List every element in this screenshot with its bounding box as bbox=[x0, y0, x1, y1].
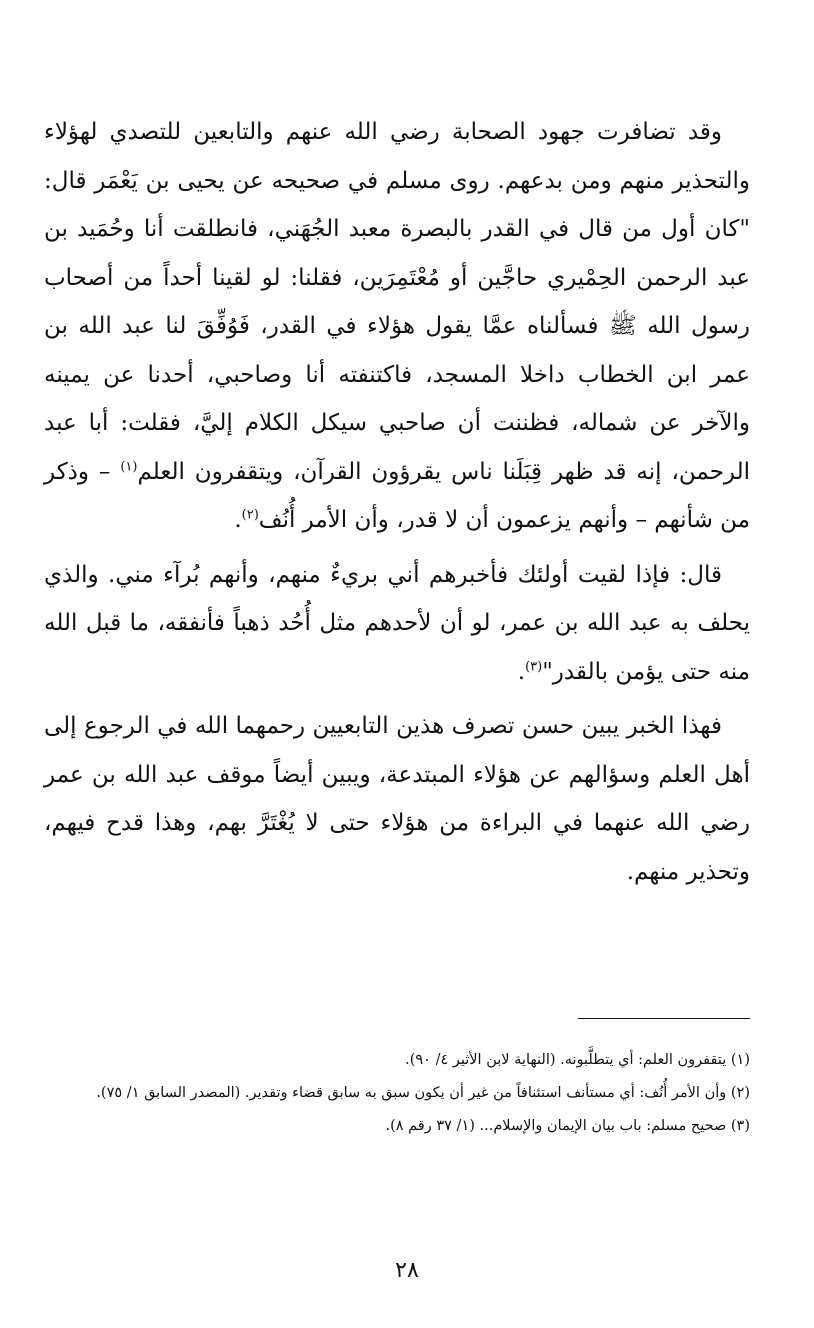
main-text bbox=[44, 108, 750, 896]
paragraph-1-text: وقد تضافرت جهود الصحابة رضي الله عنهم والتابعين للتصدي لهؤلاء والتحذير منهم ومن بدعهم. روى مسلم في صحيحه عن يحيى بن يَعْمَر قال: "كان أول من قال في القدر بالبصرة معبد الجُهَني، فانطلقت أنا وحُمَيد بن عبد الرحمن الحِمْيري حاجَّين أو مُعْتَمِرَين، فقلنا: لو لقينا أحداً من أصحاب رسول الله ﷺ فسألناه عمَّا يقول هؤلاء في القدر، فَوُفِّقَ لنا عبد الله بن عمر ابن الخطاب داخلا المسجد، فاكتنفته أنا وصاحبي، أحدنا عن يمينه والآخر عن شماله، فظننت أن صاحبي سيكل الكلام إليَّ، فقلت: أبا عبد الرحمن، إنه قد ظهر قِبَلَنا ناس يقرؤون القرآن، ويتقفرون العلم bbox=[44, 119, 750, 485]
paragraph-2 bbox=[44, 551, 750, 697]
footnote-ref-3: (٣) bbox=[525, 658, 543, 674]
paragraph-1-end: . bbox=[234, 507, 242, 533]
footnote-ref-2: (٢) bbox=[241, 507, 259, 523]
paragraph-1-continued: – وذكر من شأنهم – وأنهم يزعمون أن لا قدر، وأن الأمر أُنُف bbox=[44, 458, 750, 533]
footnotes bbox=[44, 1046, 750, 1145]
paragraph-1 bbox=[44, 108, 750, 545]
paragraph-3: فهذا الخبر يبين حسن تصرف هذين التابعيين رحمهما الله في الرجوع إلى أهل العلم وسؤالهم عن هؤلاء المبتدعة، ويبين أيضاً موقف عبد الله بن عمر رضي الله عنهما في البراءة من هؤلاء حتى لا يُغْتَرَّ بهم، وهذا قدح فيهم، وتحذير منهم. bbox=[44, 713, 750, 885]
footnote-2: (٢) وأن الأمر أُنُف: أي مستأنف استئنافاً من غير أن يكون سبق به سابق قضاء وتقدير. (المصدر السابق ١/ ٧٥). bbox=[96, 1085, 750, 1101]
footnote-3: (٣) صحيح مسلم: باب بيان الإيمان والإسلام... (١/ ٣٧ رقم ٨). bbox=[385, 1118, 750, 1134]
paragraph-2-text: قال: فإذا لقيت أولئك فأخبرهم أني بريءٌ منهم، وأنهم بُرآء مني. والذي يحلف به عبد الله بن عمر، لو أن لأحدهم مثل أُحُد ذهباً فأنفقه، ما قبل الله منه حتى يؤمن بالقدر" bbox=[44, 561, 750, 685]
footnote-ref-1: (١) bbox=[120, 458, 138, 474]
paragraph-2-end: . bbox=[517, 658, 526, 685]
page-number: ٢٨ bbox=[395, 1258, 419, 1283]
footnote-1: (١) يتقفرون العلم: أي يتطلَّبونه. (النهاية لابن الأثير ٤/ ٩٠). bbox=[405, 1052, 750, 1068]
footnote-divider bbox=[578, 1018, 750, 1019]
